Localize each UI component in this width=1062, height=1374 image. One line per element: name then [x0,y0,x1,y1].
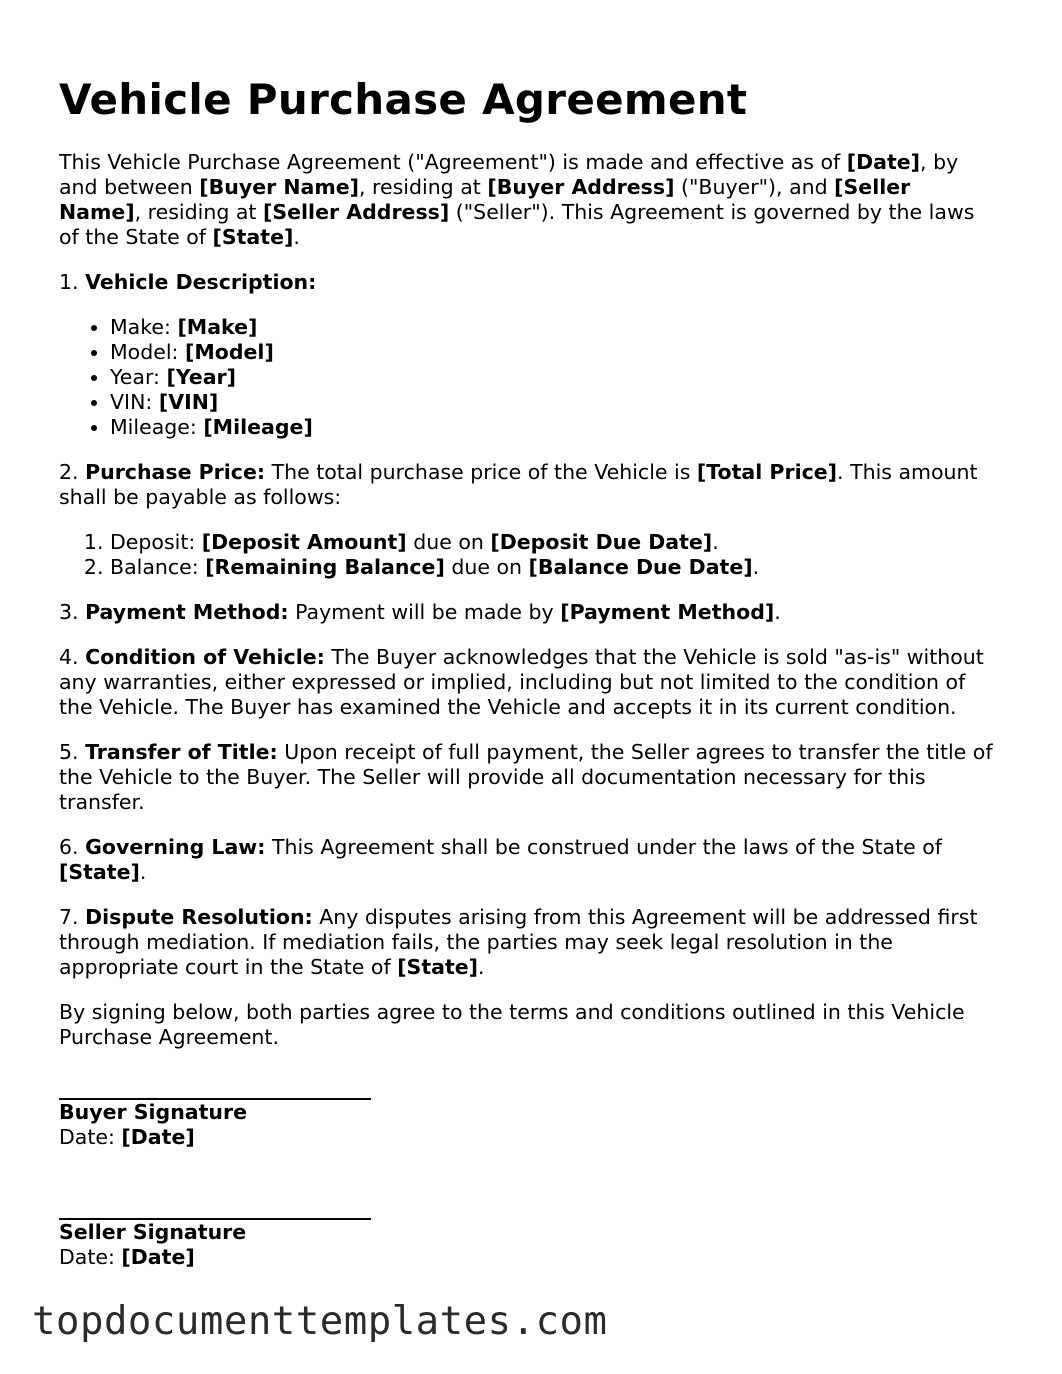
section-heading: Dispute Resolution: [85,905,313,929]
intro-text: , residing at [134,200,263,224]
buyer-signature-block [59,1076,999,1150]
section-text: . [478,955,485,979]
watermark: topdocumenttemplates.com [32,1299,608,1344]
year-placeholder: [Year] [166,365,237,389]
intro-text: , residing at [358,175,488,199]
intro-text: ("Buyer"), and [674,175,835,199]
state-placeholder: [State] [212,225,294,249]
section-heading: Condition of Vehicle: [85,645,325,669]
section-number: 6. [59,835,86,859]
section-number: 1. [59,270,86,294]
buyer-address-placeholder: [Buyer Address] [487,175,675,199]
seller-signature-line[interactable] [59,1196,371,1220]
section-number: 3. [59,600,86,624]
section-text: This Agreement shall be construed under the laws of the State of [265,835,943,859]
buyer-name-placeholder: [Buyer Name] [199,175,359,199]
list-item [110,365,999,390]
list-item [110,530,999,555]
seller-date [59,1245,999,1270]
section-vehicle-description [59,270,999,295]
section-condition-of-vehicle [59,645,999,720]
list-item [110,555,999,580]
section-dispute-resolution [59,905,999,980]
section-payment-method [59,600,999,625]
seller-signature-block [59,1196,999,1270]
buyer-date [59,1125,999,1150]
closing-paragraph: By signing below, both parties agree to the terms and conditions outlined in this Vehicle Purchase Agreement. [59,1000,965,1049]
section-text: . [139,860,147,884]
section-purchase-price [59,460,999,510]
intro-text: ("Seller"). This Agreement is governed by the laws of the State of [59,200,975,249]
section-heading: Payment Method: [85,600,289,624]
item-text: due on [444,555,529,579]
date-placeholder: [Date] [121,1125,195,1149]
section-text: . [774,600,781,624]
list-item [110,415,999,440]
signature-spacer [59,1150,999,1196]
item-text: due on [406,530,491,554]
remaining-balance-placeholder: [Remaining Balance] [205,555,445,579]
effective-date-placeholder: [Date] [846,150,921,174]
state-placeholder: [State] [397,955,479,979]
make-placeholder: [Make] [177,315,258,339]
section-heading: Vehicle Description: [85,270,317,294]
list-item [110,315,999,340]
intro-paragraph [59,150,999,250]
list-item [110,390,999,415]
item-text: . [752,555,760,579]
section-governing-law [59,835,999,885]
section-heading: Transfer of Title: [85,740,278,764]
item-label: Year: [110,365,167,389]
state-placeholder: [State] [59,860,140,884]
seller-address-placeholder: [Seller Address] [262,200,450,224]
document-page [59,70,999,1270]
item-text: . [712,530,719,554]
seller-name-placeholder: [Seller Name] [59,175,911,224]
section-heading: Purchase Price: [85,460,266,484]
intro-text: . [293,225,300,249]
item-label: Make: [110,315,178,339]
signature-label-text: Buyer Signature [59,1100,248,1124]
section-number: 7. [59,905,86,929]
signature-label-text: Seller Signature [59,1220,247,1244]
date-label: Date: [59,1125,122,1149]
intro-text: , by and between [59,150,959,199]
section-number: 5. [59,740,86,764]
balance-due-date-placeholder: [Balance Due Date] [528,555,753,579]
model-placeholder: [Model] [184,340,274,364]
section-number: 2. [59,460,86,484]
item-label: Model: [110,340,185,364]
document-title: Vehicle Purchase Agreement [59,75,748,124]
item-label: VIN: [110,390,159,414]
vin-placeholder: [VIN] [158,390,219,414]
buyer-signature-label [59,1100,999,1125]
section-text: Any disputes arising from this Agreement will be addressed first through mediation. If mediation fails, the parties may seek legal resolution in the appropriate court in the State of [59,905,978,979]
section-heading: Governing Law: [85,835,266,859]
item-label: Deposit: [110,530,202,554]
section-number: 4. [59,645,86,669]
vehicle-details-list [59,315,999,440]
buyer-signature-line[interactable] [59,1076,371,1100]
deposit-due-date-placeholder: [Deposit Due Date] [490,530,713,554]
item-label: Mileage: [110,415,204,439]
section-text: Payment will be made by [288,600,561,624]
deposit-amount-placeholder: [Deposit Amount] [201,530,407,554]
list-item [110,340,999,365]
section-text: . This amount shall be payable as follows: [59,460,978,509]
mileage-placeholder: [Mileage] [203,415,313,439]
section-text: Upon receipt of full payment, the Seller agrees to transfer the title of the Vehicle to the Buyer. The Seller will provide all documentation necessary for this transfer. [59,740,993,814]
item-label: Balance: [110,555,206,579]
seller-signature-label [59,1220,999,1245]
total-price-placeholder: [Total Price] [696,460,838,484]
section-text: The total purchase price of the Vehicle is [265,460,697,484]
section-text: The Buyer acknowledges that the Vehicle is sold "as-is" without any warranties, either expressed or implied, including but not limited to the condition of the Vehicle. The Buyer has examined the Vehicle and accepts it in its current condition. [59,645,984,719]
payment-schedule-list [59,530,999,580]
date-placeholder: [Date] [121,1245,195,1269]
payment-method-placeholder: [Payment Method] [560,600,775,624]
date-label: Date: [59,1245,122,1269]
intro-text: This Vehicle Purchase Agreement ("Agreement") is made and effective as of [59,150,847,174]
section-transfer-of-title [59,740,999,815]
